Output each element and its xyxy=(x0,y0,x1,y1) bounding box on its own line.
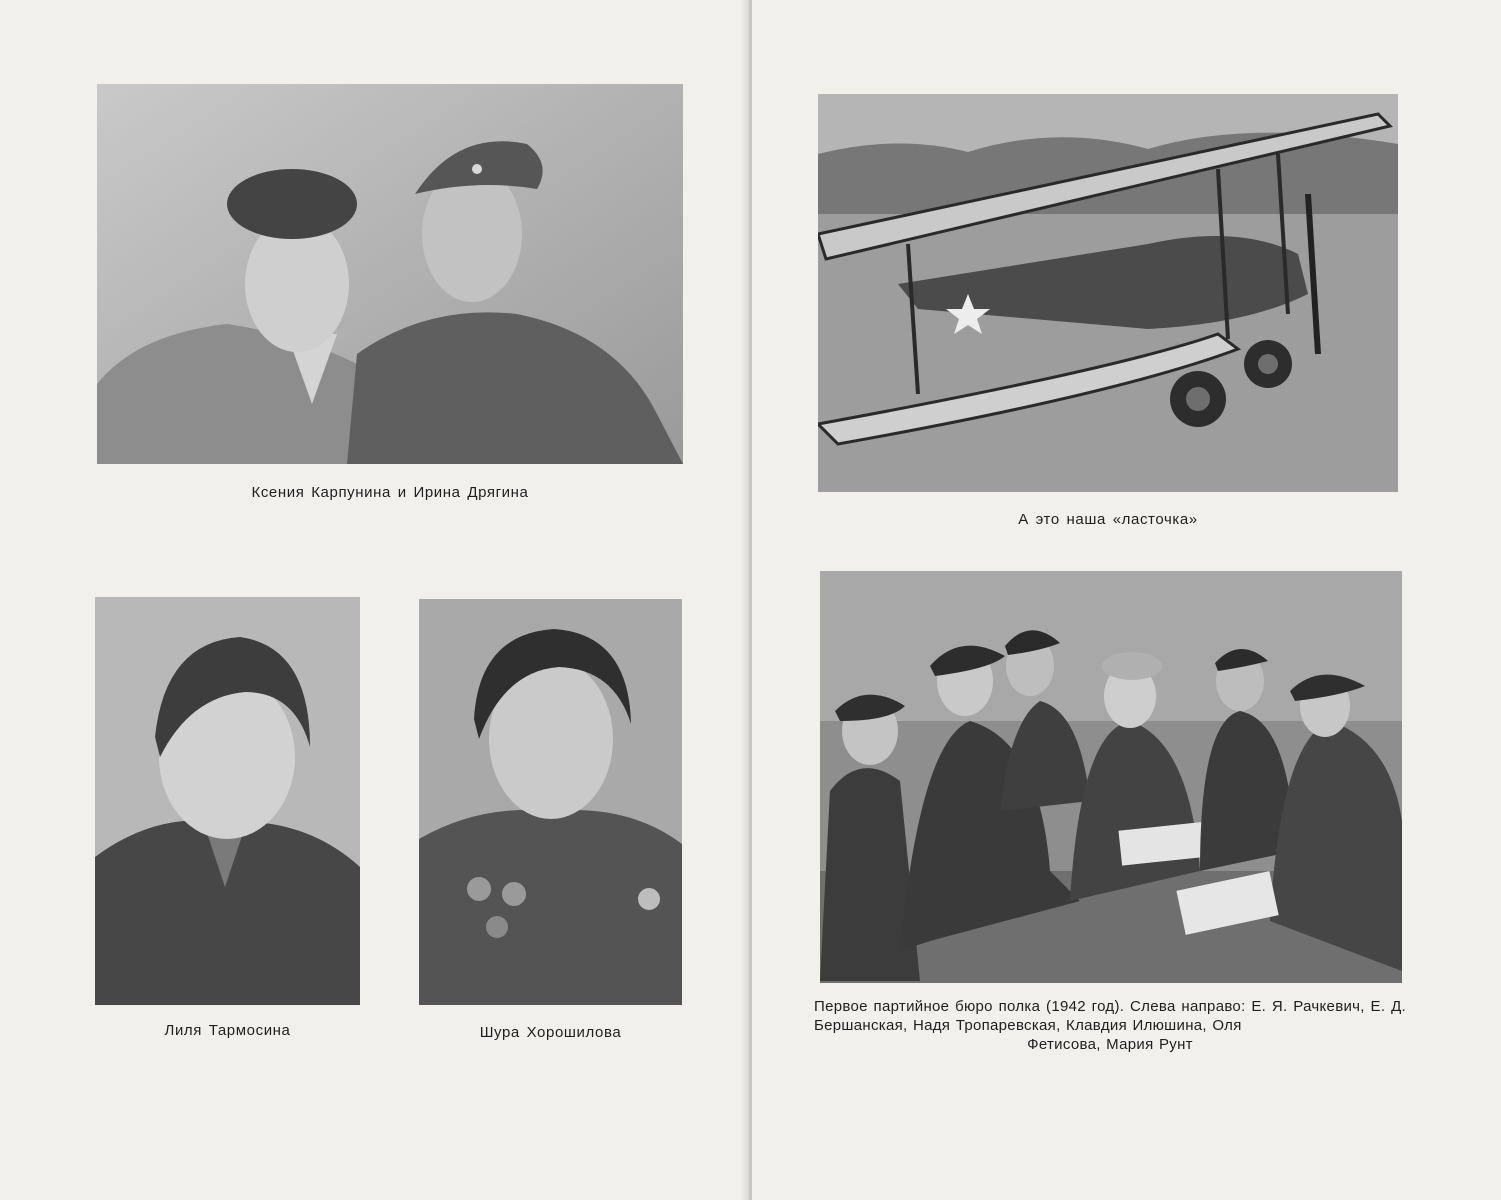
caption-lilya: Лиля Тармосина xyxy=(164,1022,291,1039)
caption-group xyxy=(814,997,1406,1054)
photo-shura-image xyxy=(419,599,682,1005)
photo-lilya xyxy=(95,597,360,1005)
photo-biplane-image xyxy=(818,94,1398,492)
caption-two-women: Ксения Карпунина и Ирина Дрягина xyxy=(251,484,529,501)
left-page xyxy=(0,0,748,1200)
caption-biplane: А это наша «ласточка» xyxy=(1018,511,1198,528)
right-page xyxy=(752,0,1501,1200)
photo-shura xyxy=(419,599,682,1005)
photo-group xyxy=(820,571,1402,983)
photo-two-women xyxy=(97,84,683,464)
caption-group-line1: Первое партийное бюро полка (1942 год). Слева направо: Е. Я. Рачкевич, Е. Д. Бершанская, Надя Тропаревская, Клавдия Илюшина, Оля xyxy=(814,998,1406,1034)
photo-two-women-image xyxy=(97,84,683,464)
photo-lilya-image xyxy=(95,597,360,1005)
photo-group-image xyxy=(820,571,1402,983)
photo-biplane xyxy=(818,94,1398,492)
caption-group-line2: Фетисова, Мария Рунт xyxy=(1027,1036,1193,1053)
caption-shura: Шура Хорошилова xyxy=(479,1024,622,1041)
